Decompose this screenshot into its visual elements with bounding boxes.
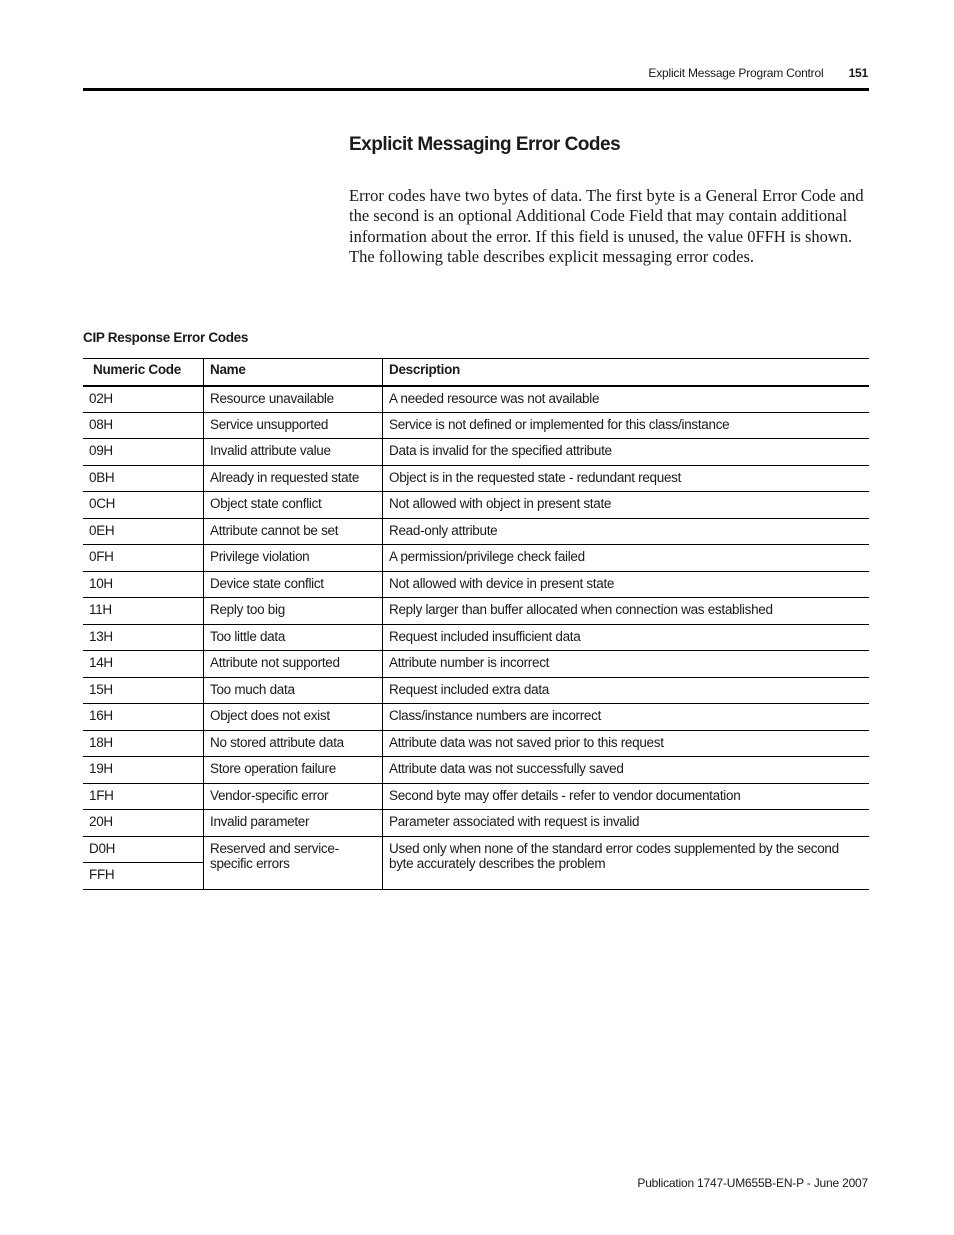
cell-description: Request included extra data [389,681,550,697]
cell-code: FFH [83,863,204,890]
table-row [83,757,869,784]
cell-description: Request included insufficient data [389,628,581,644]
cell-name: Already in requested state [204,465,383,492]
cell-name-text: Reserved and service-specific errors [210,840,339,871]
cell-name: Resource unavailable [204,386,383,413]
table-row [83,545,869,572]
table-row [83,492,869,519]
cell-name: Invalid attribute value [204,439,383,466]
header-description: Description [389,362,460,377]
cell-name: Store operation failure [204,757,383,784]
cell-description: Attribute number is incorrect [389,655,550,670]
error-codes-table [83,358,869,890]
page-number: 151 [848,66,868,80]
cell-code: 09H [83,439,204,466]
cell-description: Object is in the requested state - redundant request [389,469,682,485]
cell-description: Not allowed with object in present state [389,496,612,511]
table-row [83,677,869,704]
table-row [83,651,869,678]
cell-code: 13H [83,624,204,651]
table-row [83,624,869,651]
cell-description: Attribute data was not successfully saved [389,761,624,776]
footer-publication: Publication 1747-UM655B-EN-P - June 2007 [637,1176,868,1190]
cell-code: 0EH [83,518,204,545]
intro-paragraph: Error codes have two bytes of data. The first byte is a General Error Code and the second is an optional Additional Code Field that may contain additional information about the error. If this field is unused, the value 0FFH is shown. The following table describes explicit messaging error codes. [349,186,864,266]
cell-name: Reply too big [204,598,383,625]
cell-name [204,836,383,889]
cell-name: Invalid parameter [204,810,383,837]
table-row [83,386,869,413]
cell-description: Service is not defined or implemented for this class/instance [389,416,730,432]
cell-code: 08H [83,412,204,439]
cell-name: Attribute cannot be set [204,518,383,545]
cell-code: 02H [83,386,204,413]
table-row [83,704,869,731]
chapter-title: Explicit Message Program Control [648,66,824,80]
table-row [83,730,869,757]
cell-description: A permission/privilege check failed [389,549,585,564]
table-row [83,783,869,810]
cell-code: 18H [83,730,204,757]
cell-name: Too little data [204,624,383,651]
cell-description: Attribute data was not saved prior to this request [389,734,664,750]
cell-code: 15H [83,677,204,704]
header-rule [83,88,869,91]
cell-name: Attribute not supported [204,651,383,678]
cell-code: 0CH [83,492,204,519]
cell-description: Read-only attribute [389,522,498,538]
cell-description: A needed resource was not available [389,390,600,406]
cell-name: Too much data [204,677,383,704]
cell-name: No stored attribute data [204,730,383,757]
cell-code: 0FH [83,545,204,572]
cell-description: Class/instance numbers are incorrect [389,708,602,723]
header-numeric-code: Numeric Code [83,359,204,386]
cell-code: 16H [83,704,204,731]
cell-code: 14H [83,651,204,678]
cell-name: Object does not exist [204,704,383,731]
cell-code: D0H [83,836,204,863]
cell-name: Service unsupported [204,412,383,439]
table-header-row [83,359,869,386]
table-row-merged [83,836,869,863]
running-header [648,66,868,80]
cell-code: 0BH [83,465,204,492]
cell-description: Parameter associated with request is invalid [389,814,640,829]
header-name: Name [204,359,383,386]
table-row [83,439,869,466]
table-caption: CIP Response Error Codes [83,330,249,345]
cell-code: 20H [83,810,204,837]
cell-name: Device state conflict [204,571,383,598]
cell-description: Reply larger than buffer allocated when connection was established [389,602,773,617]
table-row [83,571,869,598]
cell-name: Privilege violation [204,545,383,572]
table-row [83,598,869,625]
cell-description: Used only when none of the standard error codes supplemented by the second byte accurately describes the problem [389,840,839,871]
table-row [83,412,869,439]
table-row [83,518,869,545]
cell-description: Second byte may offer details - refer to vendor documentation [389,787,741,803]
table-row [83,465,869,492]
section-title: Explicit Messaging Error Codes [349,134,621,155]
cell-description: Not allowed with device in present state [389,575,615,591]
cell-name: Object state conflict [204,492,383,519]
cell-code: 19H [83,757,204,784]
cell-code: 10H [83,571,204,598]
table-row [83,810,869,837]
cell-code: 1FH [83,783,204,810]
cell-name: Vendor-specific error [204,783,383,810]
cell-code: 11H [83,598,204,625]
cell-description: Data is invalid for the specified attribute [389,443,612,458]
